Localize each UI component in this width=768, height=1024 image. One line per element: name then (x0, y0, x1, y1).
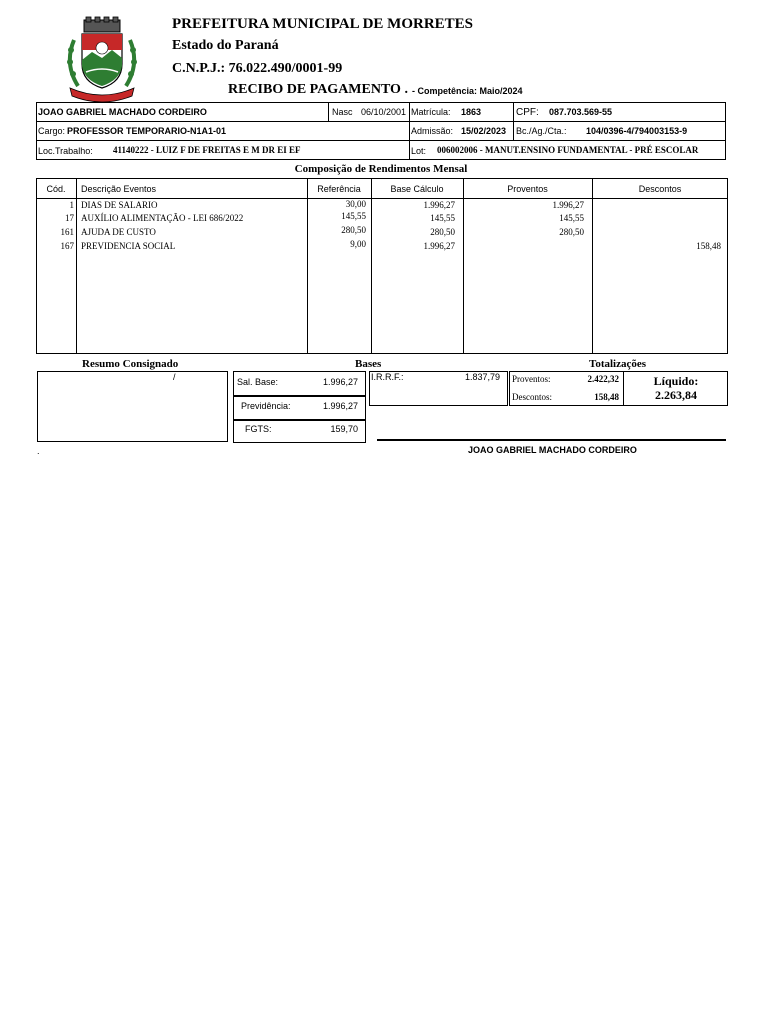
signature-name: JOAO GABRIEL MACHADO CORDEIRO (468, 445, 637, 455)
row-4-base: 1.996,27 (423, 241, 455, 251)
col-header-referencia: Referência (317, 184, 361, 194)
row-1-base: 1.996,27 (423, 200, 455, 210)
banco-value: 104/0396-4/794003153-9 (586, 126, 688, 136)
descontos-total-value: 158,48 (594, 392, 619, 402)
row-2-cod: 17 (65, 213, 74, 223)
row-3-base: 280,50 (430, 227, 455, 237)
col-header-base: Base Cálculo (390, 184, 444, 194)
bottom-dot: . (37, 446, 40, 456)
composicao-title: Composição de Rendimentos Mensal (294, 163, 468, 175)
col-header-cod: Cód. (46, 184, 66, 194)
proventos-total-label: Proventos: (512, 374, 551, 384)
admissao-value: 15/02/2023 (461, 126, 507, 136)
competencia-text: - Competência: Maio/2024 (412, 86, 523, 96)
nasc-label: Nasc (332, 107, 353, 117)
cargo-label: Cargo: (38, 126, 66, 136)
banco-label: Bc./Ag./Cta.: (516, 126, 567, 136)
row-4-referencia: 9,00 (350, 239, 366, 249)
state-name: Estado do Paraná (172, 38, 279, 53)
municipality-title: PREFEITURA MUNICIPAL DE MORRETES (172, 16, 474, 32)
cpf-label: CPF: (516, 107, 539, 118)
bases-title: Bases (355, 358, 382, 370)
cnpj-text: C.N.P.J.: 76.022.490/0001-99 (172, 61, 343, 76)
liquido-value: 2.263,84 (655, 388, 697, 402)
nasc-value: 06/10/2001 (361, 107, 407, 117)
row-2-descricao: AUXÍLIO ALIMENTAÇÃO - LEI 686/2022 (81, 213, 244, 223)
irrf-value: 1.837,79 (464, 372, 500, 382)
row-1-referencia: 30,00 (345, 199, 366, 209)
municipal-crest-icon (62, 16, 142, 102)
matricula-label: Matrícula: (411, 107, 451, 117)
receipt-title: RECIBO DE PAGAMENTO . (228, 82, 408, 97)
row-4-descricao: PREVIDENCIA SOCIAL (81, 241, 176, 251)
sal-base-label: Sal. Base: (237, 377, 279, 387)
employee-name: JOAO GABRIEL MACHADO CORDEIRO (38, 107, 207, 117)
liquido-label: Líquido: (653, 374, 699, 388)
row-3-descricao: AJUDA DE CUSTO (81, 227, 156, 237)
resumo-consignado-title: Resumo Consignado (82, 358, 179, 370)
matricula-value: 1863 (461, 107, 482, 117)
col-header-descontos: Descontos (638, 184, 682, 194)
row-3-cod: 161 (60, 227, 74, 237)
fgts-label: FGTS: (245, 424, 272, 434)
admissao-label: Admissão: (411, 126, 454, 136)
row-2-referencia: 145,55 (341, 211, 366, 221)
proventos-total-value: 2.422,32 (587, 374, 619, 384)
row-1-cod: 1 (69, 200, 74, 210)
totalizacoes-title: Totalizações (589, 358, 647, 370)
row-1-descricao: DIAS DE SALARIO (81, 200, 158, 210)
row-2-proventos: 145,55 (559, 213, 584, 223)
loc-trabalho-value: 41140222 - LUIZ F DE FREITAS E M DR EI EF (113, 145, 301, 155)
lot-value: 006002006 - MANUT.ENSINO FUNDAMENTAL - PRÉ ESCOLAR (437, 145, 699, 155)
descontos-total-label: Descontos: (512, 392, 552, 402)
fgts-value: 159,70 (330, 424, 358, 434)
signature-line (377, 439, 726, 441)
col-header-descricao: Descrição Eventos (81, 184, 157, 194)
resumo-mark: / (173, 372, 176, 382)
resumo-consignado-box (37, 371, 228, 442)
row-1-proventos: 1.996,27 (552, 200, 584, 210)
row-2-base: 145,55 (430, 213, 455, 223)
previdencia-label: Previdência: (241, 401, 291, 411)
row-4-descontos: 158,48 (696, 241, 721, 251)
irrf-label: I.R.R.F.: (371, 372, 404, 382)
sal-base-value: 1.996,27 (322, 377, 358, 387)
cpf-value: 087.703.569-55 (549, 107, 613, 117)
lot-label: Lot: (411, 146, 427, 156)
previdencia-value: 1.996,27 (322, 401, 358, 411)
cargo-value: PROFESSOR TEMPORARIO-N1A1-01 (67, 126, 227, 136)
row-3-referencia: 280,50 (341, 225, 366, 235)
row-3-proventos: 280,50 (559, 227, 584, 237)
loc-trabalho-label: Loc.Trabalho: (38, 146, 93, 156)
row-4-cod: 167 (60, 241, 74, 251)
col-header-proventos: Proventos (507, 184, 548, 194)
